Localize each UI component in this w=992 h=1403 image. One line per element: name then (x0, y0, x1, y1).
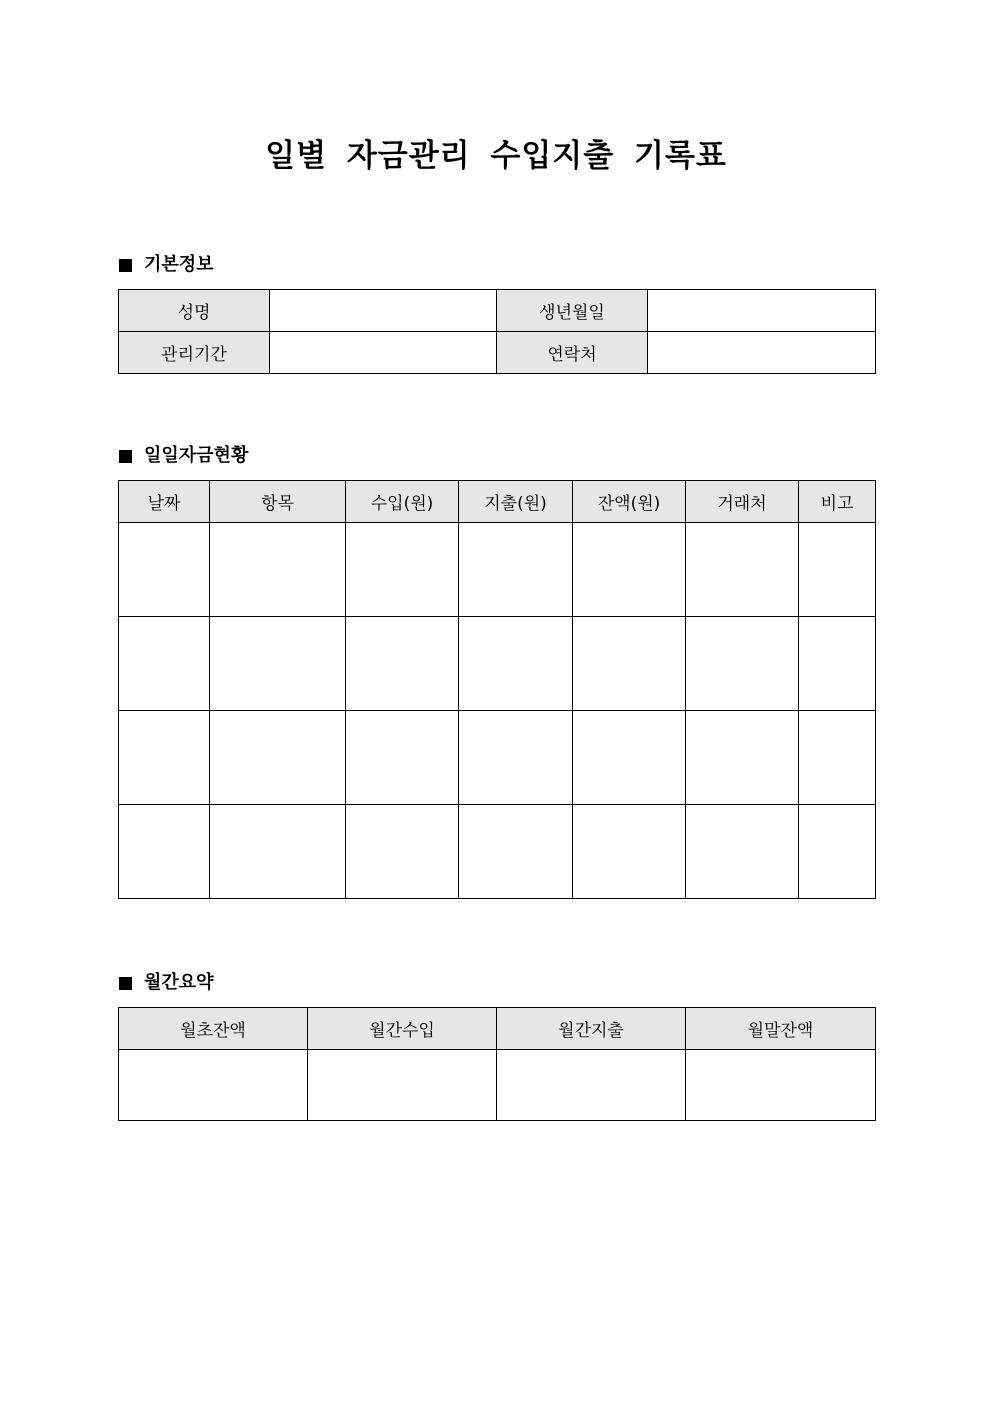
balance-cell[interactable] (573, 711, 686, 805)
column-header-opening-balance: 월초잔액 (119, 1008, 308, 1050)
date-cell[interactable] (119, 805, 210, 899)
income-cell[interactable] (346, 523, 459, 617)
item-cell[interactable] (210, 523, 346, 617)
table-header-row (119, 481, 876, 523)
opening-balance-cell[interactable] (119, 1050, 308, 1121)
period-label: 관리기간 (119, 332, 270, 374)
monthly-summary-table (118, 1007, 876, 1121)
table-row (119, 290, 876, 332)
date-cell[interactable] (119, 711, 210, 805)
monthly-expense-cell[interactable] (497, 1050, 686, 1121)
column-header-date: 날짜 (119, 481, 210, 523)
column-header-closing-balance: 월말잔액 (686, 1008, 876, 1050)
expense-cell[interactable] (459, 711, 573, 805)
column-header-balance: 잔액(원) (573, 481, 686, 523)
section-heading-label: 월간요약 (144, 972, 214, 993)
birthdate-field[interactable] (648, 290, 876, 332)
section-heading-daily-funds (119, 444, 248, 468)
closing-balance-cell[interactable] (686, 1050, 876, 1121)
birthdate-label: 생년월일 (497, 290, 648, 332)
counterparty-cell[interactable] (686, 617, 799, 711)
name-field[interactable] (270, 290, 497, 332)
square-bullet-icon (119, 977, 132, 990)
item-cell[interactable] (210, 617, 346, 711)
expense-cell[interactable] (459, 805, 573, 899)
balance-cell[interactable] (573, 523, 686, 617)
table-row (119, 523, 876, 617)
item-cell[interactable] (210, 711, 346, 805)
column-header-expense: 지출(원) (459, 481, 573, 523)
income-cell[interactable] (346, 711, 459, 805)
date-cell[interactable] (119, 523, 210, 617)
income-cell[interactable] (346, 805, 459, 899)
income-cell[interactable] (346, 617, 459, 711)
balance-cell[interactable] (573, 617, 686, 711)
expense-cell[interactable] (459, 523, 573, 617)
table-row (119, 711, 876, 805)
date-cell[interactable] (119, 617, 210, 711)
counterparty-cell[interactable] (686, 805, 799, 899)
square-bullet-icon (119, 450, 132, 463)
basic-info-table (118, 289, 876, 374)
column-header-monthly-income: 월간수입 (308, 1008, 497, 1050)
section-heading-label: 일일자금현황 (144, 445, 249, 466)
monthly-income-cell[interactable] (308, 1050, 497, 1121)
table-row (119, 1050, 876, 1121)
section-heading-basic-info (119, 253, 214, 277)
square-bullet-icon (119, 259, 132, 272)
column-header-monthly-expense: 월간지출 (497, 1008, 686, 1050)
item-cell[interactable] (210, 805, 346, 899)
balance-cell[interactable] (573, 805, 686, 899)
daily-funds-table (118, 480, 876, 899)
note-cell[interactable] (799, 711, 876, 805)
column-header-note: 비고 (799, 481, 876, 523)
name-label: 성명 (119, 290, 270, 332)
table-header-row (119, 1008, 876, 1050)
section-heading-monthly-summary (119, 971, 214, 995)
counterparty-cell[interactable] (686, 711, 799, 805)
table-row (119, 332, 876, 374)
column-header-income: 수입(원) (346, 481, 459, 523)
note-cell[interactable] (799, 523, 876, 617)
table-row (119, 617, 876, 711)
note-cell[interactable] (799, 805, 876, 899)
counterparty-cell[interactable] (686, 523, 799, 617)
column-header-item: 항목 (210, 481, 346, 523)
expense-cell[interactable] (459, 617, 573, 711)
section-heading-label: 기본정보 (144, 254, 214, 275)
contact-field[interactable] (648, 332, 876, 374)
contact-label: 연락처 (497, 332, 648, 374)
period-field[interactable] (270, 332, 497, 374)
table-row (119, 805, 876, 899)
column-header-counterparty: 거래처 (686, 481, 799, 523)
note-cell[interactable] (799, 617, 876, 711)
document-title: 일별 자금관리 수입지출 기록표 (265, 138, 727, 174)
